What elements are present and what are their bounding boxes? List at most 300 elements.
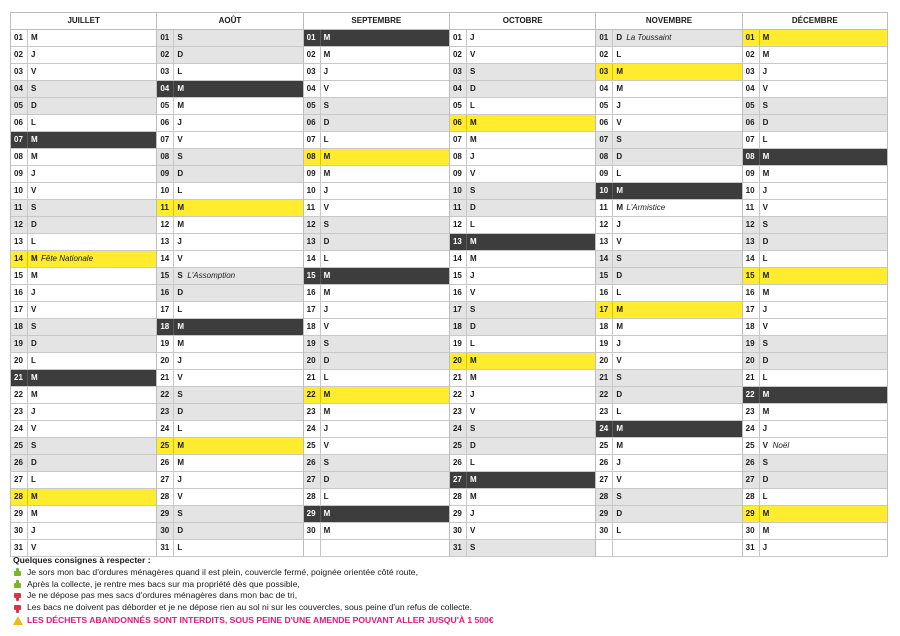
cell-divider xyxy=(320,251,321,267)
day-row xyxy=(450,30,595,47)
day-row xyxy=(304,81,449,98)
weekday-letter: L xyxy=(469,458,475,467)
day-row xyxy=(450,200,595,217)
day-number: 20 xyxy=(599,356,609,365)
weekday-letter: S xyxy=(762,458,768,467)
day-number: 27 xyxy=(306,475,316,484)
weekday-letter: V xyxy=(323,203,329,212)
day-number: 31 xyxy=(745,543,755,552)
day-number: 20 xyxy=(160,356,170,365)
day-row xyxy=(743,64,887,81)
weekday-letter: M xyxy=(762,390,770,399)
weekday-letter: M xyxy=(31,254,38,263)
cell-divider xyxy=(466,523,467,539)
weekday-letter: D xyxy=(177,288,184,297)
weekday-letter: S xyxy=(177,509,183,518)
day-row xyxy=(157,115,302,132)
day-row xyxy=(304,302,449,319)
weekday-letter: L xyxy=(616,407,622,416)
cell-divider xyxy=(759,438,760,454)
weekday-letter: M xyxy=(177,441,184,450)
day-number: 07 xyxy=(160,135,170,144)
day-row xyxy=(596,251,741,268)
cell-divider xyxy=(173,81,174,97)
day-row xyxy=(11,336,156,353)
day-row xyxy=(304,132,449,149)
day-row xyxy=(157,132,302,149)
weekday-letter: L xyxy=(323,135,329,144)
day-number: 13 xyxy=(599,237,609,246)
day-number: 19 xyxy=(452,339,462,348)
day-row xyxy=(596,132,741,149)
day-row xyxy=(304,98,449,115)
weekday-letter: M xyxy=(616,322,623,331)
weekday-letter: M xyxy=(323,169,331,178)
cell-divider xyxy=(173,183,174,199)
cell-divider xyxy=(466,30,467,46)
month-column xyxy=(742,12,888,557)
day-number: 05 xyxy=(599,101,609,110)
day-number: 24 xyxy=(745,424,755,433)
cell-divider xyxy=(612,404,613,420)
cell-divider xyxy=(27,183,28,199)
day-number: 30 xyxy=(160,526,170,535)
day-row xyxy=(304,47,449,64)
weekday-letter: J xyxy=(762,543,768,552)
day-number: 08 xyxy=(452,152,462,161)
day-number: 17 xyxy=(160,305,170,314)
day-number: 09 xyxy=(160,169,170,178)
day-number: 21 xyxy=(599,373,609,382)
cell-divider xyxy=(466,455,467,471)
weekday-letter: M xyxy=(616,441,623,450)
instructions-section xyxy=(13,555,883,627)
day-number: 27 xyxy=(14,475,23,484)
cell-divider xyxy=(612,98,613,114)
cell-divider xyxy=(320,47,321,63)
day-number: 03 xyxy=(160,67,170,76)
weekday-letter: J xyxy=(323,424,329,433)
weekday-letter: M xyxy=(323,390,331,399)
day-number: 03 xyxy=(14,67,23,76)
day-row xyxy=(596,149,741,166)
weekday-letter: J xyxy=(323,186,329,195)
day-number: 08 xyxy=(160,152,170,161)
cell-divider xyxy=(466,132,467,148)
month-column xyxy=(449,12,595,557)
day-row xyxy=(596,455,741,472)
weekday-letter: S xyxy=(177,390,183,399)
day-number: 23 xyxy=(452,407,462,416)
cell-divider xyxy=(27,47,28,63)
cell-divider xyxy=(759,234,760,250)
weekday-letter: J xyxy=(762,305,768,314)
cell-divider xyxy=(27,506,28,522)
cell-divider xyxy=(27,132,28,148)
day-number: 22 xyxy=(599,390,609,399)
day-row xyxy=(11,438,156,455)
cell-divider xyxy=(466,234,467,250)
day-row xyxy=(743,489,887,506)
day-number: 24 xyxy=(306,424,316,433)
day-row xyxy=(743,115,887,132)
day-number: 29 xyxy=(452,509,462,518)
weekday-letter: D xyxy=(323,356,330,365)
day-number: 28 xyxy=(745,492,755,501)
day-number: 30 xyxy=(14,526,23,535)
day-number: 22 xyxy=(306,390,316,399)
day-row xyxy=(596,404,741,421)
holiday-label: L'Armistice xyxy=(626,203,666,212)
weekday-letter: M xyxy=(31,492,38,501)
warning-line xyxy=(13,615,883,627)
day-number: 09 xyxy=(14,169,23,178)
day-number: 18 xyxy=(452,322,462,331)
weekday-letter: L xyxy=(323,492,329,501)
cell-divider xyxy=(320,149,321,165)
day-row xyxy=(450,455,595,472)
day-row xyxy=(304,421,449,438)
day-row xyxy=(596,81,741,98)
day-number: 16 xyxy=(452,288,462,297)
day-row xyxy=(450,132,595,149)
day-row xyxy=(450,268,595,285)
weekday-letter: D xyxy=(323,475,330,484)
weekday-letter: D xyxy=(616,271,623,280)
weekday-letter: S xyxy=(31,322,37,331)
weekday-letter: S xyxy=(469,424,476,433)
day-row xyxy=(157,421,302,438)
day-number: 06 xyxy=(160,118,170,127)
weekday-letter: M xyxy=(616,305,623,314)
day-number: 17 xyxy=(14,305,23,314)
day-number: 25 xyxy=(306,441,316,450)
cell-divider xyxy=(759,98,760,114)
weekday-letter: D xyxy=(469,84,476,93)
day-number: 23 xyxy=(599,407,609,416)
cell-divider xyxy=(759,285,760,301)
weekday-letter: D xyxy=(762,475,769,484)
day-number: 19 xyxy=(306,339,316,348)
instruction-line xyxy=(13,590,883,602)
month-header: OCTOBRE xyxy=(450,12,595,30)
weekday-letter: M xyxy=(762,509,770,518)
day-number: 10 xyxy=(745,186,755,195)
day-row xyxy=(450,251,595,268)
weekday-letter: M xyxy=(31,509,38,518)
day-number: 09 xyxy=(452,169,462,178)
cell-divider xyxy=(27,217,28,233)
weekday-letter: L xyxy=(616,169,622,178)
day-number: 03 xyxy=(745,67,755,76)
weekday-letter: V xyxy=(762,84,768,93)
weekday-letter: V xyxy=(177,373,183,382)
day-row xyxy=(450,285,595,302)
day-row xyxy=(157,234,302,251)
day-number: 23 xyxy=(14,407,23,416)
day-row xyxy=(450,234,595,251)
cell-divider xyxy=(27,540,28,556)
cell-divider xyxy=(27,302,28,318)
day-row xyxy=(596,166,741,183)
day-row xyxy=(450,115,595,132)
day-number: 18 xyxy=(306,322,316,331)
day-number: 16 xyxy=(160,288,170,297)
day-row xyxy=(450,472,595,489)
day-number: 23 xyxy=(745,407,755,416)
day-number: 01 xyxy=(306,33,316,42)
cell-divider xyxy=(466,200,467,216)
weekday-letter: L xyxy=(469,220,475,229)
holiday-label: Noël xyxy=(772,441,790,450)
day-number: 27 xyxy=(160,475,170,484)
day-row xyxy=(596,217,741,234)
weekday-letter: L xyxy=(762,373,768,382)
weekday-letter: M xyxy=(177,84,184,93)
cell-divider xyxy=(759,506,760,522)
cell-divider xyxy=(320,455,321,471)
day-row xyxy=(157,149,302,166)
day-number: 05 xyxy=(452,101,462,110)
cell-divider xyxy=(173,47,174,63)
day-row xyxy=(450,404,595,421)
day-number: 11 xyxy=(160,203,169,212)
weekday-letter: V xyxy=(323,84,329,93)
day-number: 30 xyxy=(452,526,462,535)
cell-divider xyxy=(320,30,321,46)
weekday-letter: D xyxy=(177,526,184,535)
cell-divider xyxy=(466,472,467,488)
cell-divider xyxy=(612,217,613,233)
day-number: 19 xyxy=(14,339,23,348)
day-row xyxy=(743,455,887,472)
cell-divider xyxy=(612,455,613,471)
cell-divider xyxy=(612,132,613,148)
cell-divider xyxy=(612,472,613,488)
day-row xyxy=(304,472,449,489)
holiday-label: L'Assomption xyxy=(187,271,236,280)
day-row xyxy=(157,217,302,234)
day-row xyxy=(743,319,887,336)
cell-divider xyxy=(466,438,467,454)
day-row xyxy=(450,506,595,523)
cell-divider xyxy=(612,268,613,284)
cell-divider xyxy=(466,149,467,165)
day-number: 25 xyxy=(745,441,755,450)
weekday-letter: M xyxy=(323,288,331,297)
day-number: 26 xyxy=(306,458,316,467)
cell-divider xyxy=(173,302,174,318)
day-number: 31 xyxy=(452,543,462,552)
cell-divider xyxy=(466,421,467,437)
day-number: 05 xyxy=(306,101,316,110)
day-row xyxy=(11,302,156,319)
weekday-letter: M xyxy=(177,339,184,348)
month-header: SEPTEMBRE xyxy=(304,12,449,30)
month-column xyxy=(595,12,741,557)
cell-divider xyxy=(320,234,321,250)
day-number: 06 xyxy=(306,118,316,127)
instruction-line xyxy=(13,567,883,579)
day-number: 16 xyxy=(14,288,23,297)
day-row xyxy=(11,183,156,200)
cell-divider xyxy=(466,217,467,233)
day-row xyxy=(450,98,595,115)
weekday-letter: S xyxy=(323,458,329,467)
cell-divider xyxy=(759,455,760,471)
instruction-line xyxy=(13,579,883,591)
day-row xyxy=(743,30,887,47)
weekday-letter: M xyxy=(31,271,38,280)
day-number: 05 xyxy=(14,101,23,110)
cell-divider xyxy=(612,489,613,505)
cell-divider xyxy=(173,472,174,488)
day-row xyxy=(743,268,887,285)
day-number: 20 xyxy=(452,356,462,365)
cell-divider xyxy=(27,472,28,488)
day-row xyxy=(157,387,302,404)
cell-divider xyxy=(466,47,467,63)
day-number: 26 xyxy=(14,458,23,467)
weekday-letter: M xyxy=(469,237,477,246)
weekday-letter: V xyxy=(762,203,768,212)
day-row xyxy=(157,64,302,81)
day-row xyxy=(11,523,156,540)
weekday-letter: V xyxy=(323,441,329,450)
day-number: 14 xyxy=(599,254,609,263)
day-row xyxy=(450,166,595,183)
weekday-letter: L xyxy=(762,135,768,144)
weekday-letter: L xyxy=(616,288,622,297)
day-number: 29 xyxy=(306,509,316,518)
day-row xyxy=(11,115,156,132)
cell-divider xyxy=(612,319,613,335)
day-row xyxy=(450,353,595,370)
cell-divider xyxy=(320,421,321,437)
day-row xyxy=(157,404,302,421)
day-row xyxy=(157,353,302,370)
cell-divider xyxy=(612,234,613,250)
day-number: 15 xyxy=(452,271,462,280)
day-number: 07 xyxy=(14,135,23,144)
weekday-letter: J xyxy=(177,356,182,365)
day-row xyxy=(450,489,595,506)
cell-divider xyxy=(759,353,760,369)
day-row xyxy=(11,387,156,404)
weekday-letter: J xyxy=(177,118,182,127)
weekday-letter: V xyxy=(469,169,476,178)
day-row xyxy=(743,336,887,353)
cell-divider xyxy=(27,404,28,420)
day-number: 07 xyxy=(306,135,316,144)
weekday-letter: D xyxy=(323,118,330,127)
day-number: 10 xyxy=(599,186,609,195)
instruction-line xyxy=(13,602,883,614)
day-number: 14 xyxy=(14,254,23,263)
cell-divider xyxy=(466,268,467,284)
cell-divider xyxy=(466,336,467,352)
day-number: 22 xyxy=(14,390,23,399)
weekday-letter: S xyxy=(616,492,622,501)
weekday-letter: M xyxy=(177,220,184,229)
weekday-letter: L xyxy=(177,305,183,314)
cell-divider xyxy=(612,64,613,80)
weekday-letter: M xyxy=(31,33,38,42)
weekday-letter: M xyxy=(762,526,770,535)
weekday-letter: M xyxy=(469,118,477,127)
day-number: 03 xyxy=(306,67,316,76)
day-row xyxy=(11,64,156,81)
cell-divider xyxy=(173,540,174,556)
cell-divider xyxy=(759,81,760,97)
cell-divider xyxy=(466,506,467,522)
day-row xyxy=(743,149,887,166)
day-number: 26 xyxy=(160,458,170,467)
cell-divider xyxy=(173,336,174,352)
cell-divider xyxy=(27,251,28,267)
weekday-letter: V xyxy=(616,237,622,246)
weekday-letter: V xyxy=(31,67,37,76)
day-row xyxy=(157,30,302,47)
day-row xyxy=(11,506,156,523)
day-row xyxy=(304,370,449,387)
weekday-letter: D xyxy=(31,458,37,467)
day-number: 25 xyxy=(452,441,462,450)
weekday-letter: S xyxy=(469,186,476,195)
weekday-letter: M xyxy=(177,322,184,331)
weekday-letter: S xyxy=(177,152,183,161)
cell-divider xyxy=(320,98,321,114)
day-number: 29 xyxy=(14,509,23,518)
cell-divider xyxy=(320,387,321,403)
instruction-text: Après la collecte, je rentre mes bacs sur ma propriété dès que possible, xyxy=(27,578,300,589)
cell-divider xyxy=(27,387,28,403)
cell-divider xyxy=(759,132,760,148)
cell-divider xyxy=(466,353,467,369)
cell-divider xyxy=(320,302,321,318)
weekday-letter: D xyxy=(616,33,623,42)
day-row xyxy=(304,455,449,472)
day-row xyxy=(304,506,449,523)
day-row xyxy=(450,302,595,319)
cell-divider xyxy=(320,285,321,301)
day-number: 17 xyxy=(745,305,755,314)
cell-divider xyxy=(173,98,174,114)
day-number: 30 xyxy=(745,526,755,535)
weekday-letter: L xyxy=(762,254,768,263)
day-number: 19 xyxy=(160,339,170,348)
thumbs-down-icon xyxy=(13,592,23,601)
weekday-letter: S xyxy=(616,373,622,382)
weekday-letter: J xyxy=(31,288,36,297)
day-row xyxy=(304,234,449,251)
day-row xyxy=(157,523,302,540)
day-number: 15 xyxy=(306,271,316,280)
weekday-letter: D xyxy=(762,356,769,365)
day-number: 02 xyxy=(745,50,755,59)
day-number: 24 xyxy=(14,424,23,433)
cell-divider xyxy=(612,387,613,403)
day-row xyxy=(157,319,302,336)
day-row xyxy=(304,268,449,285)
day-row xyxy=(157,183,302,200)
day-row xyxy=(743,506,887,523)
weekday-letter: M xyxy=(323,50,331,59)
weekday-letter: M xyxy=(177,203,184,212)
day-row xyxy=(11,132,156,149)
day-number: 11 xyxy=(745,203,755,212)
weekday-letter: S xyxy=(31,84,37,93)
